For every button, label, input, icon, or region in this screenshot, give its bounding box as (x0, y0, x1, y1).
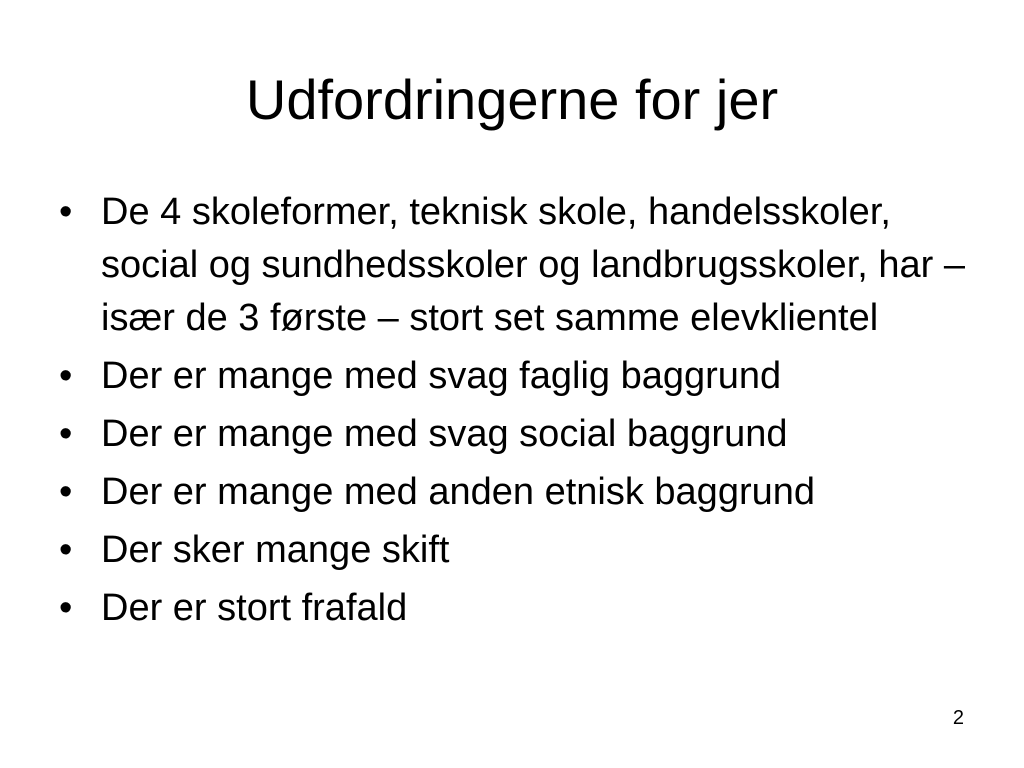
bullet-marker: • (59, 355, 73, 397)
bullet-list (59, 186, 979, 639)
slide-title: Udfordringerne for jer (245, 68, 779, 131)
bullet-marker: • (59, 471, 73, 513)
bullet-item (59, 407, 979, 461)
bullet-marker: • (59, 529, 73, 571)
bullet-text: De 4 skoleformer, teknisk skole, handelsskoler, social og sundhedsskoler og landbrugsskoler, har – især de 3 første – stort set samme elevklientel (101, 191, 965, 339)
bullet-item (59, 186, 979, 345)
bullet-item (59, 465, 979, 519)
bullet-marker: • (59, 587, 73, 629)
bullet-text: Der er mange med svag faglig baggrund (101, 355, 782, 397)
bullet-marker: • (59, 191, 73, 233)
slide-number: 2 (952, 707, 964, 729)
bullet-text: Der er mange med anden etnisk baggrund (101, 471, 816, 513)
bullet-item (59, 349, 979, 403)
bullet-marker: • (59, 413, 73, 455)
bullet-item (59, 523, 979, 577)
bullet-text: Der sker mange skift (101, 529, 450, 571)
bullet-text: Der er stort frafald (101, 587, 408, 629)
bullet-item (59, 581, 979, 635)
bullet-text: Der er mange med svag social baggrund (101, 413, 788, 455)
